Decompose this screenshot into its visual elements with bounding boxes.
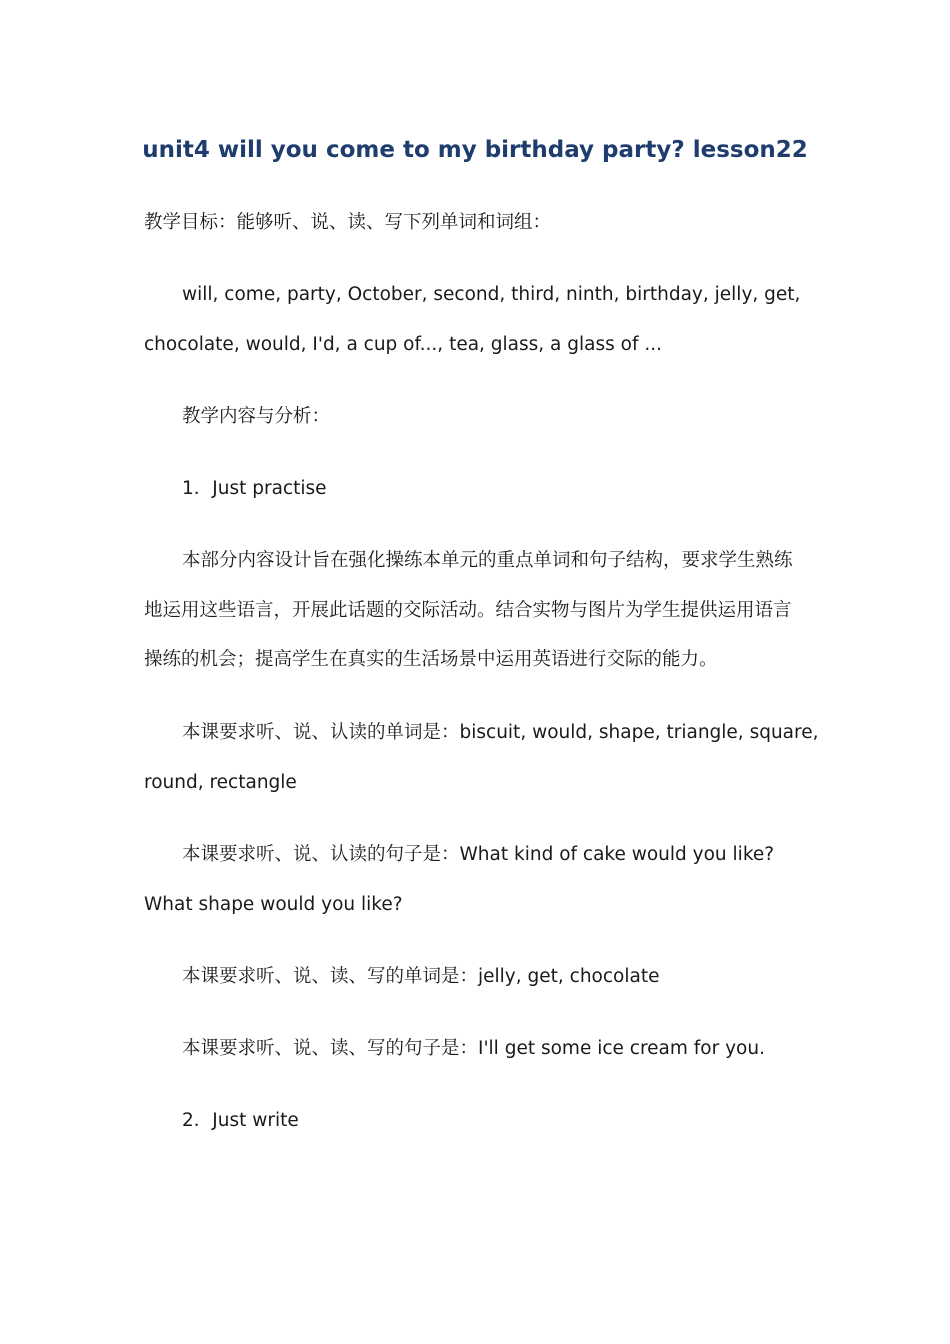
page-title: unit4 will you come to my birthday party? lesson22 xyxy=(142,137,808,163)
vocab-paragraph xyxy=(144,270,816,369)
sentences-listen-line-2: What shape would you like? xyxy=(144,893,403,915)
analysis-line-2: 地运用这些语言，开展此话题的交际活动。结合实物与图片为学生提供运用语言 xyxy=(144,599,792,621)
vocab-line-1: will, come, party, October, second, third, ninth, birthday, jelly, get, xyxy=(182,284,801,305)
analysis-line-1: 本部分内容设计旨在强化操练本单元的重点单词和句子结构，要求学生熟练 xyxy=(182,550,793,571)
words-write-paragraph: 本课要求听、说、读、写的单词是：jelly, get, chocolate xyxy=(182,966,660,987)
words-listen-line-1: 本课要求听、说、认读的单词是：biscuit, would, shape, triangle, square, xyxy=(182,722,819,743)
section-2-heading: 2．Just write xyxy=(182,1110,299,1131)
analysis-line-3: 操练的机会；提高学生在真实的生活场景中运用英语进行交际的能力。 xyxy=(144,649,718,670)
words-listen-paragraph xyxy=(144,708,819,807)
vocab-line-2: chocolate, would, I'd, a cup of..., tea, glass, a glass of ... xyxy=(144,333,663,355)
objective-heading: 教学目标：能够听、说、读、写下列单词和词组： xyxy=(144,212,552,233)
content-heading: 教学内容与分析： xyxy=(182,406,331,427)
analysis-paragraph xyxy=(144,536,816,685)
sentences-write-paragraph: 本课要求听、说、读、写的句子是：I'll get some ice cream for you. xyxy=(182,1038,765,1059)
sentences-listen-line-1: 本课要求听、说、认读的句子是：What kind of cake would you like? xyxy=(182,844,775,865)
section-1-heading: 1．Just practise xyxy=(182,478,327,499)
sentences-listen-paragraph xyxy=(144,830,816,929)
words-listen-line-2: round, rectangle xyxy=(144,771,297,793)
